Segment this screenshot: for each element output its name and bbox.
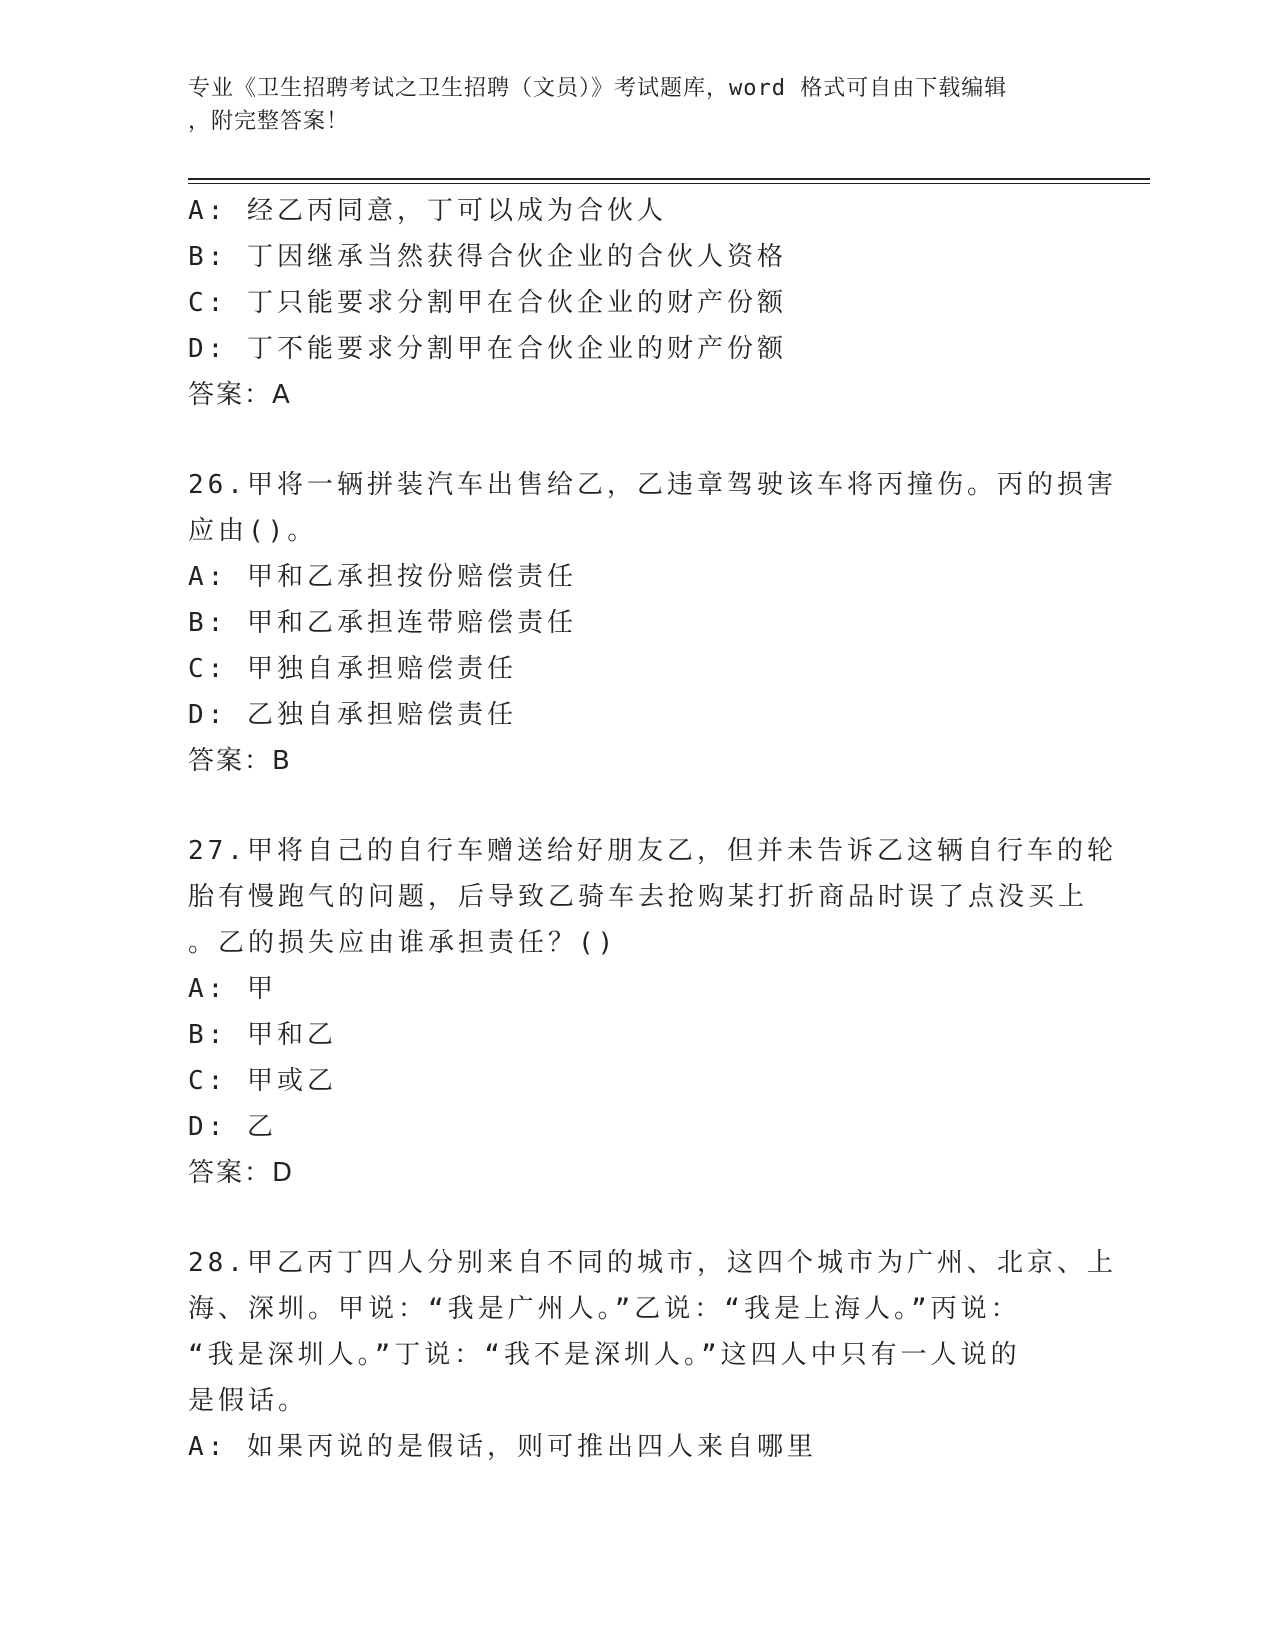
header-rule bbox=[188, 183, 1150, 184]
option-a: A: 如果丙说的是假话，则可推出四人来自哪里 bbox=[188, 1432, 817, 1462]
option-c: C: 丁只能要求分割甲在合伙企业的财产份额 bbox=[188, 288, 787, 318]
question-26 bbox=[188, 462, 1117, 784]
question-stem: 。乙的损失应由谁承担责任？() bbox=[188, 928, 618, 958]
question-stem: 胎有慢跑气的问题，后导致乙骑车去抢购某打折商品时误了点没买上 bbox=[188, 882, 1089, 912]
question-stem: “我是深圳人。”丁说：“我不是深圳人。”这四人中只有一人说的 bbox=[188, 1340, 1021, 1370]
option-b: B: 丁因继承当然获得合伙企业的合伙人资格 bbox=[188, 242, 787, 272]
question-stem: 26.甲将一辆拼装汽车出售给乙，乙违章驾驶该车将丙撞伤。丙的损害 bbox=[188, 470, 1117, 500]
option-c: C: 甲独自承担赔偿责任 bbox=[188, 654, 517, 684]
option-b: B: 甲和乙 bbox=[188, 1020, 337, 1050]
option-a: A: 甲 bbox=[188, 974, 277, 1004]
answer: 答案：D bbox=[188, 1158, 295, 1188]
question-stem: 28.甲乙丙丁四人分别来自不同的城市，这四个城市为广州、北京、上 bbox=[188, 1248, 1117, 1278]
question-25 bbox=[188, 188, 1088, 418]
option-c: C: 甲或乙 bbox=[188, 1066, 337, 1096]
option-d: D: 乙独自承担赔偿责任 bbox=[188, 700, 517, 730]
header-rule bbox=[188, 178, 1150, 180]
question-stem: 是假话。 bbox=[188, 1386, 309, 1416]
header-line: ，附完整答案！ bbox=[188, 109, 350, 134]
answer: 答案：A bbox=[188, 380, 292, 410]
document-header bbox=[188, 72, 1068, 138]
question-stem: 27.甲将自己的自行车赠送给好朋友乙，但并未告诉乙这辆自行车的轮 bbox=[188, 836, 1117, 866]
option-b: B: 甲和乙承担连带赔偿责任 bbox=[188, 608, 577, 638]
question-list bbox=[188, 188, 1117, 1470]
option-a: A: 甲和乙承担按份赔偿责任 bbox=[188, 562, 577, 592]
question-stem: 应由()。 bbox=[188, 516, 318, 546]
option-d: D: 乙 bbox=[188, 1112, 277, 1142]
question-28 bbox=[188, 1240, 1117, 1470]
option-d: D: 丁不能要求分割甲在合伙企业的财产份额 bbox=[188, 334, 787, 364]
header-line: 专业《卫生招聘考试之卫生招聘（文员）》考试题库，word 格式可自由下载编辑 bbox=[188, 76, 1008, 101]
question-27 bbox=[188, 828, 1117, 1196]
answer: 答案：B bbox=[188, 746, 292, 776]
question-stem: 海、深圳。甲说：“我是广州人。”乙说：“我是上海人。”丙说： bbox=[188, 1294, 1021, 1324]
option-a: A: 经乙丙同意，丁可以成为合伙人 bbox=[188, 196, 667, 226]
